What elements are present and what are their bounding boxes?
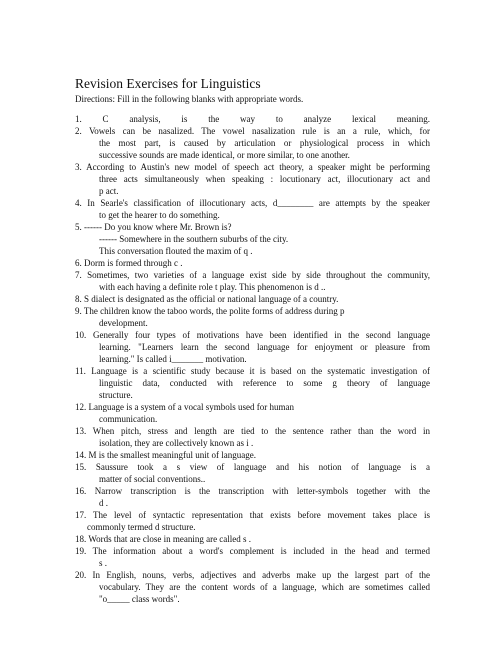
exercise-line: 4. In Searle's classification of illocutionary acts, d________ are attempts by the speaker — [75, 198, 430, 208]
directions-text: Directions: Fill in the following blanks with appropriate words. — [75, 94, 304, 104]
exercise-line: 16. Narrow transcription is the transcription with letter-symbols together with the — [75, 486, 430, 496]
exercise-line: with each having a definite role t play. This phenomenon is d .. — [99, 282, 326, 292]
exercise-line: p act. — [99, 186, 119, 196]
exercise-line: the most part, is caused by articulation or physiological process in which — [99, 138, 430, 148]
exercise-line: successive sounds are made identical, or more similar, to one another. — [99, 150, 350, 160]
exercise-line: 20. In English, nouns, verbs, adjectives and adverbs make up the largest part of the — [75, 570, 430, 580]
exercise-line: 15. Saussure took a s view of language and his notion of language is a — [75, 462, 430, 472]
exercise-line: learning." Is called i_______ motivation. — [99, 354, 247, 364]
exercise-line: matter of social conventions.. — [99, 474, 206, 484]
exercise-line: 17. The level of syntactic representation that exists before movement takes place is — [75, 510, 430, 520]
exercise-line: 11. Language is a scientific study because it is based on the systematic investigation of — [75, 366, 430, 376]
exercise-line: learning. "Learners learn the second language for enjoyment or pleasure from — [99, 342, 430, 352]
exercise-line: 2. Vowels can be nasalized. The vowel nasalization rule is an a rule, which, for — [75, 126, 430, 136]
exercise-line: 3. According to Austin's new model of speech act theory, a speaker might be performing — [75, 162, 430, 172]
exercise-line: "o_____ class words". — [99, 594, 180, 604]
exercise-line: isolation, they are collectively known as i . — [99, 438, 254, 448]
exercise-line: s . — [99, 558, 108, 568]
exercise-line: vocabulary. They are the content words of a language, which are sometimes called — [99, 582, 430, 592]
exercise-line: 1. C analysis, is the way to analyze lexical meaning. — [75, 114, 430, 124]
exercise-line: 10. Generally four types of motivations have been identified in the second language — [75, 330, 430, 340]
exercise-line: 12. Language is a system of a vocal symbols used for human — [75, 402, 294, 412]
exercise-line: 18. Words that are close in meaning are called s . — [75, 534, 252, 544]
exercise-line: 7. Sometimes, two varieties of a language exist side by side throughout the community, — [75, 270, 430, 280]
exercise-line: 5. ------ Do you know where Mr. Brown is? — [75, 222, 232, 232]
exercise-line: This conversation flouted the maxim of q . — [99, 246, 253, 256]
exercise-line: 6. Dorm is formed through c . — [75, 258, 183, 268]
exercise-line: d . — [99, 498, 108, 508]
exercise-line: 13. When pitch, stress and length are tied to the sentence rather than the word in — [75, 426, 430, 436]
exercise-line: three acts simultaneously when speaking : locutionary act, illocutionary act and — [99, 174, 430, 184]
exercise-line: 8. S dialect is designated as the official or national language of a country. — [75, 294, 339, 304]
exercise-line: 14. M is the smallest meaningful unit of language. — [75, 450, 256, 460]
exercise-line: 19. The information about a word's complement is included in the head and termed — [75, 546, 430, 556]
exercise-line: ------ Somewhere in the southern suburbs of the city. — [99, 234, 289, 244]
exercise-line: to get the hearer to do something. — [99, 210, 220, 220]
exercise-line: communication. — [99, 414, 158, 424]
exercise-line: commonly termed d structure. — [87, 522, 196, 532]
exercise-line: development. — [99, 318, 148, 328]
exercise-line: linguistic data, conducted with reference to some g theory of language — [99, 378, 430, 388]
exercise-line: 9. The children know the taboo words, the polite forms of address during p — [75, 306, 345, 316]
page-title: Revision Exercises for Linguistics — [75, 76, 261, 91]
exercise-line: structure. — [99, 390, 133, 400]
